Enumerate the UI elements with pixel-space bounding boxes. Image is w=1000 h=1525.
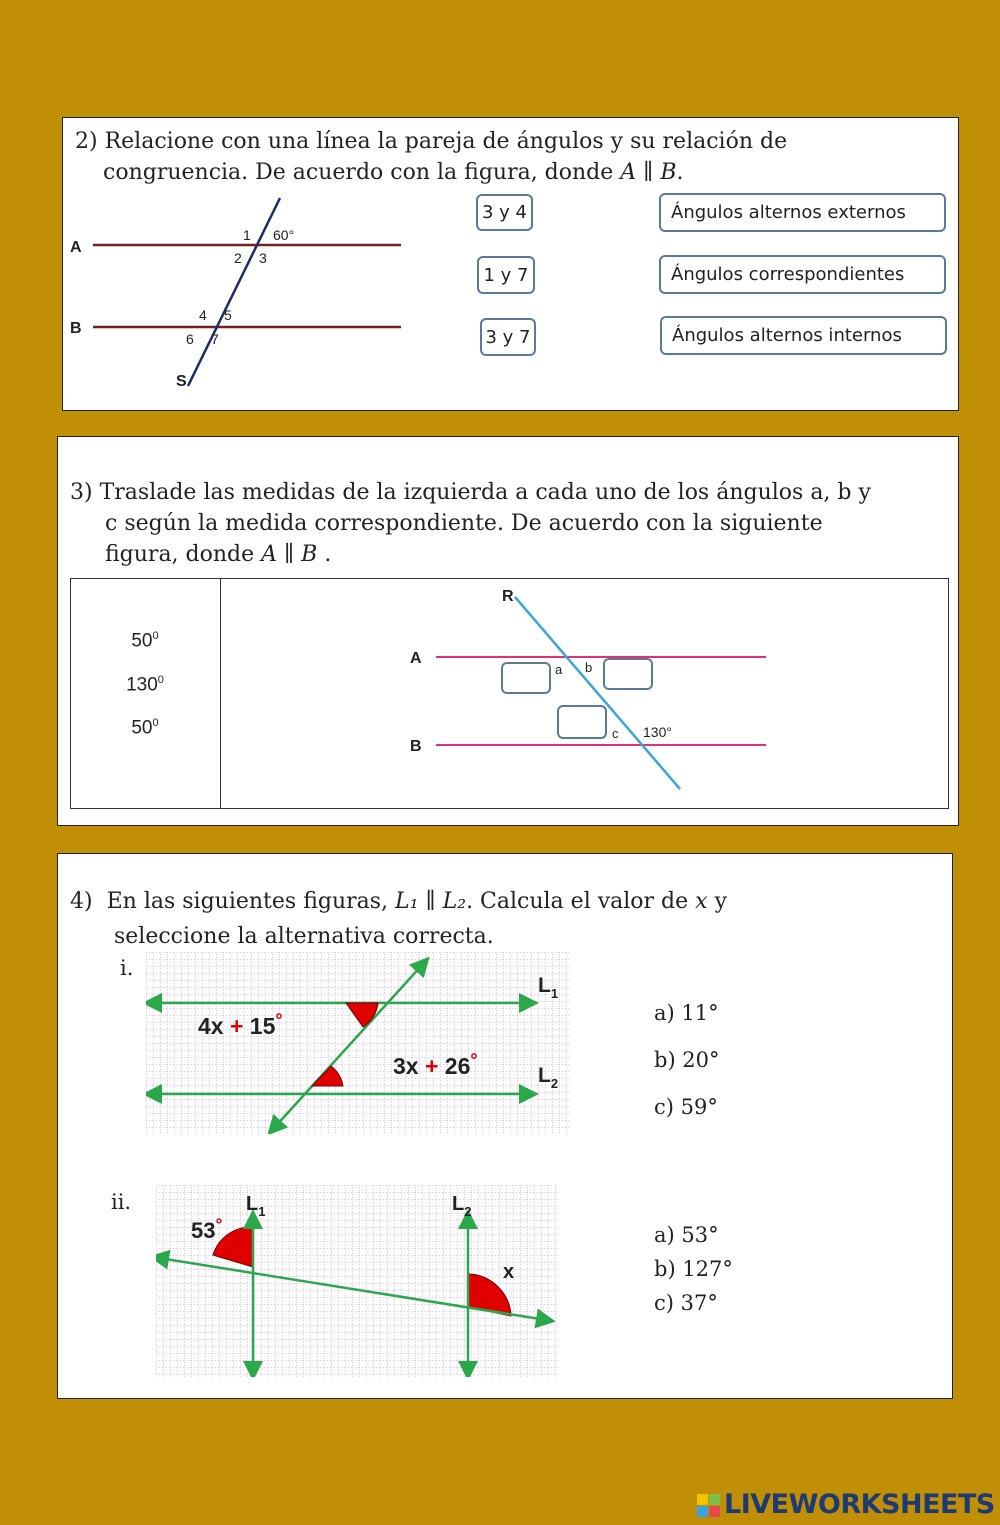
option-ii-b[interactable]: b) 127° [654,1257,733,1281]
question-3-panel [57,436,959,826]
label-l2: $L_2$ [538,1064,559,1091]
label-a: A [410,650,422,667]
angle-label-1: 1 [243,227,251,243]
measure-50-first[interactable]: $50^0$ [131,630,159,652]
label-b: B [70,320,82,337]
label-l1: $L_1$ [246,1193,266,1219]
question-2-panel [62,117,959,411]
angle-label-3: 3 [259,250,267,266]
question-2-text: 2) Relacione con una línea la pareja de ángulos y su relación de congruencia. De acuerdo con la figura, donde A ∥ B. [75,129,788,185]
logo-icon [697,1494,721,1518]
option-i-a[interactable]: a) 11° [654,1001,719,1025]
q4-figure-ii [156,1185,558,1377]
expression-4x-15: 4x + 15° [198,1010,283,1039]
angle-label-a: a [555,662,563,677]
q3-figure [221,579,948,808]
measure-130[interactable]: $130^0$ [126,674,164,696]
transversal-s [188,198,280,386]
drop-box-b[interactable] [604,659,652,689]
question-4-panel [57,853,953,1399]
liveworksheets-brand: LIVEWORKSHEETS [724,1489,995,1520]
label-b: B [410,738,422,755]
q2-figure [63,193,423,398]
label-x: x [503,1261,515,1283]
option-ii-c[interactable]: c) 37° [654,1291,718,1315]
label-s: S [176,373,187,390]
angle-label-c: c [612,726,619,741]
angle-60: 60° [273,227,295,243]
pair-box-1-7[interactable]: 1 y 7 [477,256,535,294]
angle-label-5: 5 [224,307,232,323]
angle-label-6: 6 [186,331,194,347]
angle-130: 130° [643,724,672,740]
option-i-c[interactable]: c) 59° [654,1095,718,1119]
expression-3x-26: 3x + 26° [393,1050,478,1079]
drop-box-c[interactable] [558,706,606,738]
label-53: 53° [191,1215,223,1243]
relation-box-alternos-internos[interactable]: Ángulos alternos internos [660,316,947,355]
question-4-text: 4) En las siguientes figuras, L₁ ∥ L₂. Calcula el valor de x y seleccione la alternativa correcta. [70,889,727,949]
pair-box-3-4[interactable]: 3 y 4 [476,194,533,231]
label-r: R [502,588,514,605]
label-l1: $L_1$ [538,974,559,1001]
pair-box-3-7[interactable]: 3 y 7 [480,318,536,356]
angle-label-2: 2 [234,250,242,266]
relation-box-alternos-externos[interactable]: Ángulos alternos externos [659,193,946,232]
angle-label-4: 4 [199,307,207,323]
question-3-text: 3) Traslade las medidas de la izquierda a cada uno de los ángulos a, b y c según la medida correspondiente. De acuerdo con la siguiente figura, donde A ∥ B . [70,480,871,567]
drop-box-a[interactable] [502,663,550,693]
label-l2: $L_2$ [452,1193,472,1219]
option-i-b[interactable]: b) 20° [654,1048,720,1072]
part-i-label: i. [120,956,134,980]
q4-figure-i [146,952,570,1134]
measure-50-second[interactable]: $50^0$ [131,717,159,739]
angle-label-b: b [585,660,593,675]
angle-label-7: 7 [211,331,219,347]
part-ii-label: ii. [111,1190,132,1214]
relation-box-correspondientes[interactable]: Ángulos correspondientes [659,255,946,294]
option-ii-a[interactable]: a) 53° [654,1223,719,1247]
label-a: A [70,239,82,256]
